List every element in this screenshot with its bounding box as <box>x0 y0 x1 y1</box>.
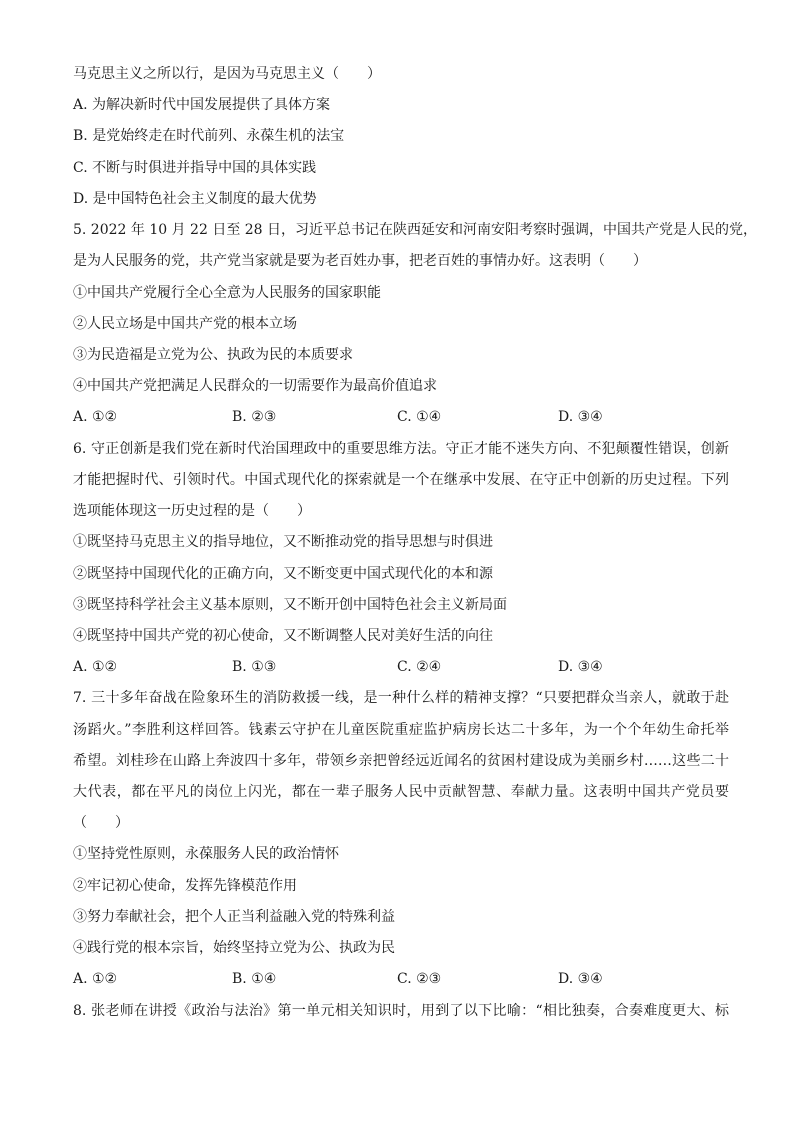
q5-statement-4: ④中国共产党把满足人民群众的一切需要作为最高价值追求 <box>73 378 437 395</box>
q5-choices <box>73 402 729 433</box>
q6-choice-b: B. ①③ <box>232 659 277 676</box>
q7-choice-b: B. ①④ <box>232 971 277 988</box>
q6-stem-line-1: 6. 守正创新是我们党在新时代治国理政中的重要思维方法。守正才能不迷失方向、不犯颠覆性错误，创新 <box>73 440 729 457</box>
q7-statement-1: ①坚持党性原则，永葆服务人民的政治情怀 <box>73 846 339 863</box>
q5-statement-3: ③为民造福是立党为公、执政为民的本质要求 <box>73 346 353 363</box>
q7-statement-3: ③努力奉献社会，把个人正当利益融入党的特殊利益 <box>73 908 395 925</box>
q5-stem-line-2: 是为人民服务的党，共产党当家就是要为老百姓办事，把老百姓的事情办好。这表明（ ） <box>73 253 647 270</box>
q4-option-c: C. 不断与时俱进并指导中国的具体实践 <box>73 159 317 176</box>
q6-choices <box>73 652 729 683</box>
q8-stem-line-1: 8. 张老师在讲授《政治与法治》第一单元相关知识时，用到了以下比喻：“相比独奏，合奏难度更大、标 <box>73 1002 729 1019</box>
q6-stem-line-2: 才能把握时代、引领时代。中国式现代化的探索就是一个在继承中发展、在守正中创新的历史过程。下列 <box>73 471 729 488</box>
q6-statement-1: ①既坚持马克思主义的指导地位，又不断推动党的指导思想与时俱进 <box>73 534 493 551</box>
q7-stem-line-5: （ ） <box>73 815 129 832</box>
q7-stem-line-4: 大代表，都在平凡的岗位上闪光，都在一辈子服务人民中贡献智慧、奉献力量。这表明中国共产党员要 <box>73 784 729 801</box>
q5-statement-1: ①中国共产党履行全心全意为人民服务的国家职能 <box>73 284 381 301</box>
q4-option-d: D. 是中国特色社会主义制度的最大优势 <box>73 190 317 207</box>
q5-stem-line-1: 5. 2022 年 10 月 22 日至 28 日，习近平总书记在陕西延安和河南安阳考察时强调，中国共产党是人民的党， <box>73 222 758 239</box>
q5-choice-a: A. ①② <box>73 409 118 426</box>
q5-choice-b: B. ②③ <box>232 409 277 426</box>
q7-choices <box>73 964 729 995</box>
page-content <box>73 59 758 1027</box>
q7-stem-line-3: 希望。刘桂珍在山路上奔波四十多年，带领乡亲把曾经远近闻名的贫困村建设成为美丽乡村……这些二十 <box>73 752 729 769</box>
q4-option-b: B. 是党始终走在时代前列、永葆生机的法宝 <box>73 128 345 145</box>
q4-stem: 马克思主义之所以行，是因为马克思主义（ ） <box>73 66 381 82</box>
q6-statement-2: ②既坚持中国现代化的正确方向，又不断变更中国式现代化的本和源 <box>73 565 493 582</box>
q7-statement-2: ②牢记初心使命，发挥先锋模范作用 <box>73 877 297 894</box>
q4-option-a: A. 为解决新时代中国发展提供了具体方案 <box>73 97 331 114</box>
q7-stem-line-1: 7. 三十多年奋战在险象环生的消防救援一线，是一种什么样的精神支撑？“只要把群众当亲人，就敢于赴 <box>73 690 729 707</box>
q7-choice-c: C. ②③ <box>397 971 442 988</box>
q6-statement-4: ④既坚持中国共产党的初心使命，又不断调整人民对美好生活的向往 <box>73 627 493 644</box>
q6-choice-c: C. ②④ <box>397 659 442 676</box>
q6-choice-a: A. ①② <box>73 659 118 676</box>
q7-choice-a: A. ①② <box>73 971 118 988</box>
q6-statement-3: ③既坚持科学社会主义基本原则，又不断开创中国特色社会主义新局面 <box>73 596 507 613</box>
q7-stem-line-2: 汤蹈火。”李胜利这样回答。钱素云守护在儿童医院重症监护病房长达二十多年，为一个个年幼生命托举 <box>73 721 729 738</box>
q6-choice-d: D. ③④ <box>558 659 603 676</box>
q7-choice-d: D. ③④ <box>558 971 603 988</box>
q7-statement-4: ④践行党的根本宗旨，始终坚持立党为公、执政为民 <box>73 940 395 957</box>
q5-choice-d: D. ③④ <box>558 409 603 426</box>
q6-stem-line-3: 选项能体现这一历史过程的是（ ） <box>73 503 311 520</box>
q5-statement-2: ②人民立场是中国共产党的根本立场 <box>73 315 297 332</box>
q5-choice-c: C. ①④ <box>397 409 442 426</box>
